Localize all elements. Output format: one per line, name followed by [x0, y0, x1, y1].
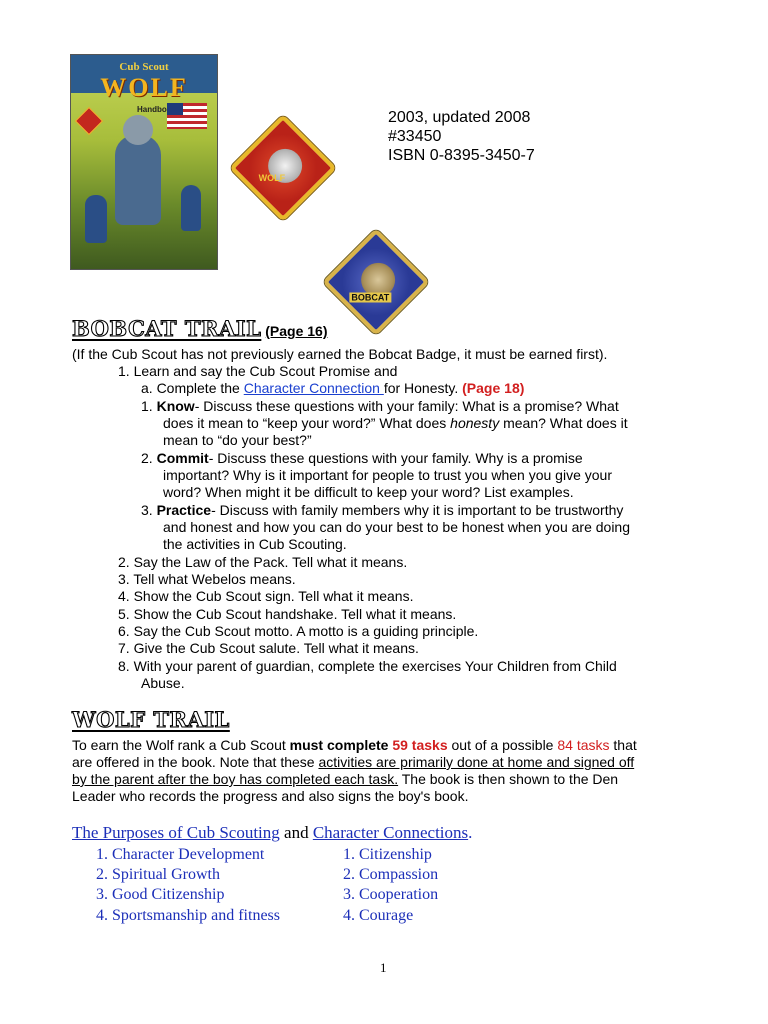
publication-info — [388, 108, 535, 165]
bobcat-item-1: 1. Learn and say the Cub Scout Promise and — [118, 363, 398, 379]
item-1a-page-ref: (Page 18) — [462, 380, 525, 396]
bobcat-item-1a — [141, 380, 524, 397]
know-text: - Discuss these questions with your family: What is a promise? What — [194, 398, 619, 414]
wolf-text-e: The book is then shown to the Den — [398, 771, 619, 787]
practice-label: Practice — [156, 502, 212, 518]
purpose-item: 1. Character Development — [96, 846, 265, 863]
purposes-link[interactable]: The Purposes of Cub Scouting — [72, 823, 280, 842]
practice-line-1 — [141, 502, 623, 519]
pub-number: #33450 — [388, 128, 442, 145]
wolf-trail-heading — [72, 707, 230, 732]
flag-icon — [167, 103, 207, 129]
purpose-item: 2. Spiritual Growth — [96, 866, 220, 883]
know-text-2a: does it mean to “keep your word?” What does — [163, 415, 451, 431]
character-connection-item: 2. Compassion — [343, 866, 439, 883]
commit-text: - Discuss these questions with your family. Why is a promise — [208, 450, 583, 466]
wolf-mascot-head — [123, 115, 153, 145]
wolf-underlined-a: activities are primarily done at home and signed off — [318, 754, 635, 770]
wolf-para-line-1 — [72, 737, 637, 754]
cover-series: Cub Scout — [119, 61, 169, 73]
page-number: 1 — [380, 960, 387, 975]
know-text-2b: mean? What does it — [499, 415, 628, 431]
wolf-badge-image — [229, 114, 336, 221]
wolf-text-d: are offered in the book. Note that these — [72, 754, 319, 770]
purposes-and: and — [279, 823, 313, 842]
purpose-item: 4. Sportsmanship and fitness — [96, 907, 280, 924]
character-connection-link[interactable]: Character Connection — [243, 380, 384, 396]
bobcat-item-6: 6. Say the Cub Scout motto. A motto is a guiding principle. — [118, 623, 479, 639]
wolf-badge-label: WOLF — [258, 173, 286, 184]
total-tasks-count: 84 tasks — [557, 737, 610, 753]
character-connection-item: 4. Courage — [343, 907, 414, 924]
wolf-text-c: that — [609, 737, 637, 753]
required-tasks-count: 59 tasks — [392, 737, 448, 753]
character-connections-link[interactable]: Character Connections — [312, 823, 469, 842]
practice-number: 3. — [141, 502, 157, 518]
honesty-italic: honesty — [450, 415, 500, 431]
cover-badge-icon — [75, 107, 103, 135]
wolf-text-b: out of a possible — [447, 737, 558, 753]
wolf-para-line-4: Leader who records the progress and also signs the boy's book. — [72, 788, 469, 804]
bobcat-badge-label: BOBCAT — [351, 292, 390, 303]
must-complete-bold: must complete — [289, 737, 393, 753]
know-line-1 — [141, 398, 619, 415]
bobcat-item-4: 4. Show the Cub Scout sign. Tell what it means. — [118, 588, 414, 604]
commit-number: 2. — [141, 450, 157, 466]
purpose-item: 3. Good Citizenship — [96, 886, 225, 903]
bobcat-badge-image — [322, 228, 429, 335]
bobcat-item-2: 2. Say the Law of the Pack. Tell what it means. — [118, 554, 408, 570]
cover-subtitle: Handbo — [137, 105, 167, 114]
wolf-text-a: To earn the Wolf rank a Cub Scout — [72, 737, 290, 753]
bobcat-item-5: 5. Show the Cub Scout handshake. Tell what it means. — [118, 606, 457, 622]
wolf-mascot-body — [115, 135, 161, 225]
know-line-3: mean to “do your best?” — [163, 432, 312, 448]
bobcat-trail-title: BOBCAT TRAIL — [72, 316, 262, 341]
practice-line-3: the activities in Cub Scouting. — [163, 536, 347, 552]
commit-line-1 — [141, 450, 583, 467]
bobcat-trail-heading — [72, 316, 328, 341]
purposes-period: . — [468, 823, 473, 842]
commit-label: Commit — [156, 450, 209, 466]
know-label: Know — [156, 398, 195, 414]
commit-line-2: important? Why is it important for people to trust you when you give your — [163, 467, 612, 483]
wolf-para-line-2 — [72, 754, 634, 771]
character-connection-item: 1. Citizenship — [343, 846, 432, 863]
know-line-2 — [163, 415, 628, 432]
know-number: 1. — [141, 398, 157, 414]
wolf-para-line-3 — [72, 771, 618, 788]
cover-title: WOLF — [100, 73, 188, 102]
bobcat-page-ref: (Page 16) — [265, 323, 328, 339]
commit-line-3: word? When might it be difficult to keep your word? List examples. — [163, 484, 574, 500]
item-1a-text-post: for Honesty. — [383, 380, 463, 396]
wolf-handbook-cover-image — [70, 54, 218, 270]
character-connection-item: 3. Cooperation — [343, 886, 439, 903]
bobcat-item-8-cont: Abuse. — [141, 675, 185, 691]
scout-figure — [181, 185, 201, 231]
bobcat-item-7: 7. Give the Cub Scout salute. Tell what it means. — [118, 640, 419, 656]
bobcat-item-3: 3. Tell what Webelos means. — [118, 571, 296, 587]
item-1a-text: a. Complete the — [141, 380, 244, 396]
practice-line-2: and honest and how you can do your best to be honest when you are doing — [163, 519, 631, 535]
pub-date: 2003, updated 2008 — [388, 109, 531, 126]
wolf-trail-title: WOLF TRAIL — [72, 707, 230, 732]
wolf-underlined-b: by the parent after the boy has completed each task. — [72, 771, 399, 787]
scout-figure — [85, 195, 107, 243]
bobcat-item-8: 8. With your parent of guardian, complete the exercises Your Children from Child — [118, 658, 617, 674]
pub-isbn: ISBN 0-8395-3450-7 — [388, 147, 535, 164]
bobcat-intro: (If the Cub Scout has not previously earned the Bobcat Badge, it must be earned first). — [72, 346, 608, 362]
practice-text: - Discuss with family members why it is important to be trustworthy — [211, 502, 624, 518]
purposes-title — [72, 823, 472, 843]
